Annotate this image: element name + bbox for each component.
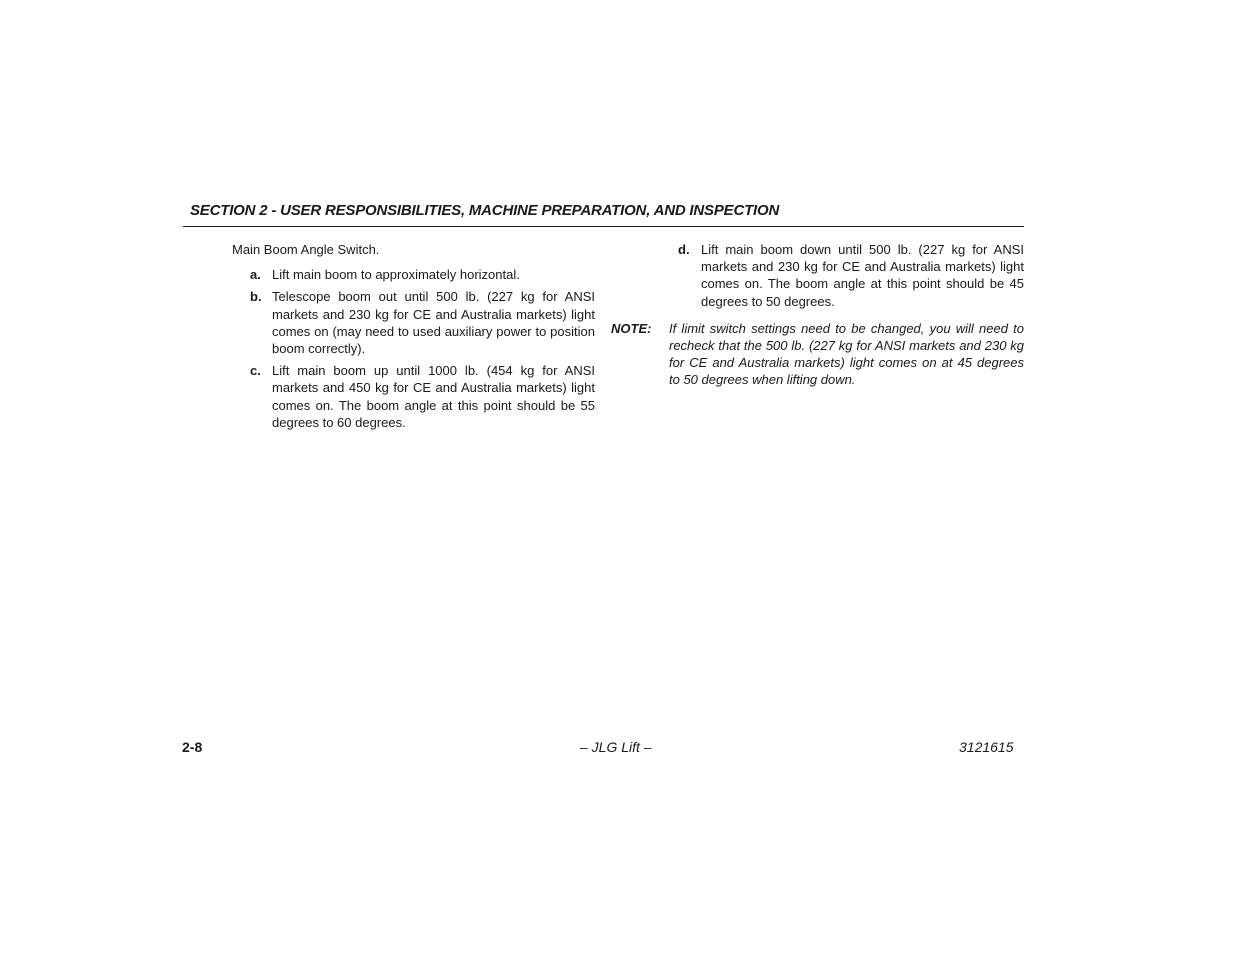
step-c [232, 362, 595, 431]
procedure-intro: Main Boom Angle Switch. [232, 242, 380, 257]
step-a [232, 266, 595, 283]
footer-brand: – JLG Lift – [580, 739, 652, 755]
document-number: 3121615 [959, 739, 1014, 755]
step-letter: d. [678, 242, 690, 257]
note-label: NOTE: [611, 320, 652, 336]
page-number: 2-8 [182, 739, 203, 755]
step-text: Lift main boom down until 500 lb. (227 kg for ANSI markets and 230 kg for CE and Australia markets) light comes on. The boom angle at this point should be 45 degrees to 50 degrees. [701, 242, 1024, 309]
right-column [610, 241, 1024, 389]
section-header: SECTION 2 - USER RESPONSIBILITIES, MACHINE PREPARATION, AND INSPECTION [190, 202, 780, 219]
step-letter: c. [250, 363, 261, 379]
step-b [232, 288, 595, 357]
step-text: Lift main boom to approximately horizontal. [272, 267, 520, 283]
step-d [678, 241, 1024, 310]
step-text: Lift main boom up until 1000 lb. (454 kg for ANSI markets and 450 kg for CE and Australia markets) light comes on. The boom angle at this point should be 55 degrees to 60 degrees. [272, 363, 595, 430]
note-block [610, 320, 1024, 389]
note-text: If limit switch settings need to be changed, you will need to recheck that the 500 lb. (227 kg for ANSI markets and 230 kg for CE and Australia markets) light comes on at 45 degrees to 50 degrees when lifting down. [669, 320, 1024, 388]
header-divider [183, 226, 1024, 227]
step-letter: b. [250, 289, 262, 305]
step-text: Telescope boom out until 500 lb. (227 kg for ANSI markets and 230 kg for CE and Australia markets) light comes on (may need to used auxiliary power to position boom correctly). [272, 289, 595, 357]
step-letter: a. [250, 267, 261, 283]
left-column [232, 241, 595, 436]
